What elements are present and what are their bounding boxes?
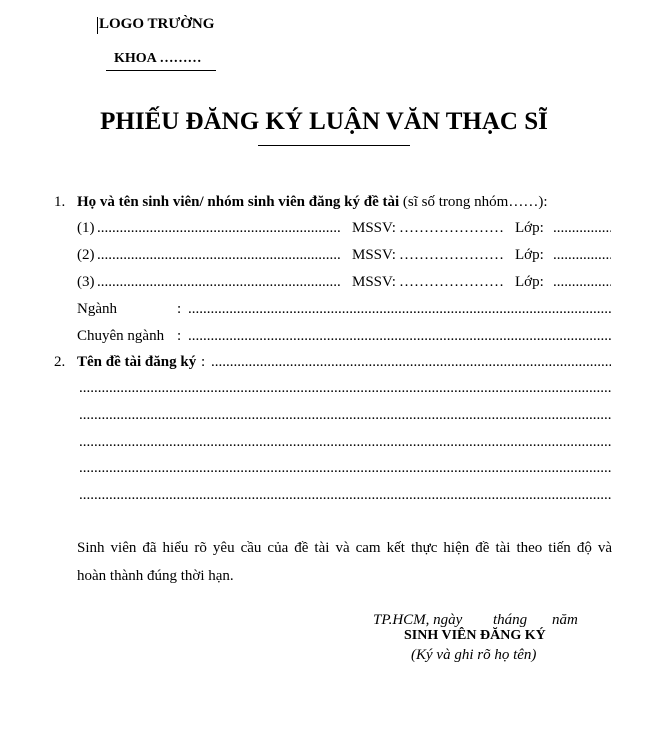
- topic-field-line-6[interactable]: [79, 487, 611, 504]
- student-name-field[interactable]: [97, 247, 341, 264]
- student-name-field[interactable]: [97, 220, 341, 237]
- class-field[interactable]: [553, 274, 611, 291]
- major-colon: :: [177, 301, 182, 317]
- section-1-heading-bold: Họ và tên sinh viên/ nhóm sinh viên đăng ký đề tài: [77, 194, 400, 210]
- section-1-heading-note: (sĩ số trong nhóm……):: [399, 194, 548, 210]
- signature-date-year: năm: [552, 612, 578, 628]
- topic-field-line-5[interactable]: [79, 460, 611, 477]
- major-label: Ngành: [77, 301, 117, 317]
- section-1-number: 1.: [54, 194, 66, 210]
- signature-date-place: TP.HCM, ngày: [373, 612, 463, 628]
- signature-date-month: tháng: [493, 612, 528, 628]
- mssv-field[interactable]: …………………: [399, 220, 504, 236]
- signature-role: SINH VIÊN ĐĂNG KÝ: [404, 628, 546, 643]
- section-2-heading: Tên đề tài đăng ký: [77, 354, 197, 370]
- class-label: Lớp:: [515, 247, 544, 263]
- class-label: Lớp:: [515, 274, 544, 290]
- faculty-label: KHOA ………: [114, 51, 202, 66]
- topic-field-line-4[interactable]: [79, 434, 611, 451]
- major-field[interactable]: [188, 301, 611, 318]
- commitment-line-2: hoàn thành đúng thời hạn.: [77, 568, 234, 584]
- student-index: (3): [77, 274, 95, 290]
- section-2-colon: :: [201, 354, 206, 370]
- mssv-label: MSSV:: [352, 247, 396, 263]
- mssv-field[interactable]: …………………: [399, 274, 504, 290]
- section-1-heading: [77, 194, 548, 211]
- student-index: (1): [77, 220, 95, 236]
- topic-field-line-2[interactable]: [79, 380, 611, 397]
- section-2-number: 2.: [54, 354, 66, 370]
- title-underline: [258, 145, 410, 146]
- school-logo-placeholder: LOGO TRƯỜNG: [99, 16, 215, 32]
- page-title: PHIẾU ĐĂNG KÝ LUẬN VĂN THẠC SĨ: [100, 108, 548, 135]
- topic-field-line-3[interactable]: [79, 407, 611, 424]
- class-field[interactable]: [553, 220, 611, 237]
- faculty-underline: [106, 70, 216, 71]
- mssv-label: MSSV:: [352, 220, 396, 236]
- specialization-field[interactable]: [188, 328, 611, 345]
- specialization-colon: :: [177, 328, 182, 344]
- specialization-label: Chuyên ngành: [77, 328, 165, 344]
- class-label: Lớp:: [515, 220, 544, 236]
- text-cursor: [97, 17, 98, 34]
- topic-field-line-1[interactable]: [211, 354, 611, 371]
- commitment-line-1: Sinh viên đã hiểu rõ yêu cầu của đề tài và cam kết thực hiện đề tài theo tiến độ và: [77, 540, 612, 556]
- student-name-field[interactable]: [97, 274, 341, 291]
- class-field[interactable]: [553, 247, 611, 264]
- mssv-field[interactable]: …………………: [399, 247, 504, 263]
- mssv-label: MSSV:: [352, 274, 396, 290]
- student-index: (2): [77, 247, 95, 263]
- signature-instruction: (Ký và ghi rõ họ tên): [411, 647, 537, 663]
